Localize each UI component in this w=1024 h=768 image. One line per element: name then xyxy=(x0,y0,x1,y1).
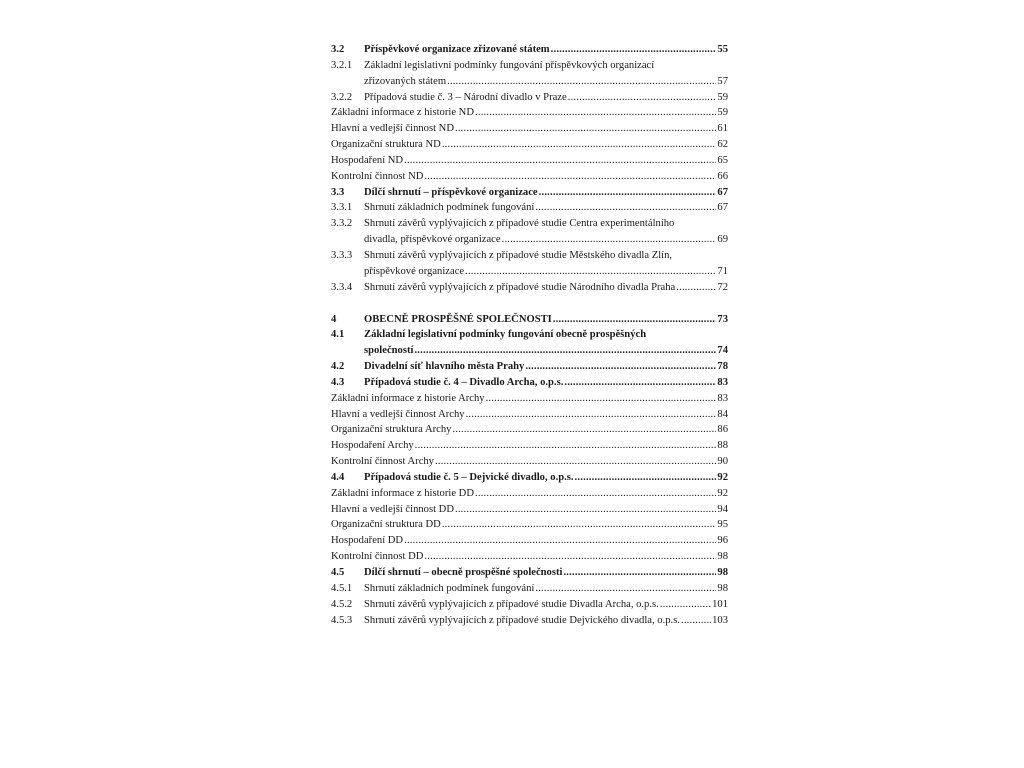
toc-entry-title: Shrnutí závěrů vyplývajících z případové studie Národního divadla Praha xyxy=(364,281,676,293)
toc-entry-page-number: 67 xyxy=(717,202,728,214)
toc-entry-page-number: 83 xyxy=(717,376,728,388)
toc-leader-dots xyxy=(502,232,717,248)
toc-entry-page-number: 73 xyxy=(717,313,728,325)
toc-entry-number: 4.5 xyxy=(331,567,345,578)
toc-leader-dots xyxy=(404,153,716,169)
toc-entry[interactable] xyxy=(331,613,728,629)
toc-entry-page-number: 65 xyxy=(717,154,728,166)
toc-entry-title: Hospodaření Archy xyxy=(331,440,414,452)
toc-entry[interactable] xyxy=(331,105,728,121)
toc-entry[interactable] xyxy=(331,359,728,375)
toc-entry-page-number: 88 xyxy=(717,440,728,452)
toc-entry-page-number: 98 xyxy=(717,551,728,563)
toc-entry-page-number: 74 xyxy=(717,345,728,357)
toc-entry[interactable] xyxy=(331,549,728,565)
toc-entry-title: Základní legislativní podmínky fungování obecně prospěšných xyxy=(364,329,647,341)
toc-entry-title: Organizační struktura ND xyxy=(331,139,441,151)
toc-leader-dots xyxy=(564,375,716,391)
toc-entry-page-number: 95 xyxy=(717,519,728,531)
toc-entry[interactable] xyxy=(331,486,728,502)
toc-entry-title: Organizační struktura Archy xyxy=(331,424,452,436)
toc-leader-dots xyxy=(475,105,716,121)
toc-leader-dots xyxy=(404,533,716,549)
toc-entry[interactable] xyxy=(331,517,728,533)
toc-entry-title: Hlavní a vedlejší činnost ND xyxy=(331,123,454,135)
toc-leader-dots xyxy=(452,422,716,438)
toc-leader-dots xyxy=(563,565,716,581)
toc-entry[interactable] xyxy=(331,280,728,296)
toc-entry-number: 4 xyxy=(331,313,337,325)
toc-entry-title: Dílčí shrnutí – obecně prospěšné společnosti xyxy=(364,567,563,578)
table-of-contents xyxy=(331,42,728,628)
toc-entry-number: 4.2 xyxy=(331,361,345,373)
toc-entry-page-number: 69 xyxy=(717,234,728,246)
toc-entry-title: OBECNĚ PROSPĚŠNÉ SPOLEČNOSTI xyxy=(364,313,552,325)
toc-entry-page-number: 98 xyxy=(717,567,728,578)
toc-entry-title: Shrnutí závěrů vyplývajících z případové studie Centra experimentálního xyxy=(364,218,675,230)
toc-leader-dots xyxy=(414,343,716,359)
toc-entry[interactable] xyxy=(331,232,728,248)
toc-entry-page-number: 98 xyxy=(717,582,728,594)
toc-entry[interactable] xyxy=(331,502,728,518)
toc-leader-dots xyxy=(535,200,716,216)
toc-entry-title: Hlavní a vedlejší činnost DD xyxy=(331,503,454,515)
toc-entry-title: divadla, příspěvkové organizace xyxy=(364,234,501,246)
toc-entry-page-number: 59 xyxy=(717,107,728,119)
toc-entry-page-number: 90 xyxy=(717,456,728,468)
toc-leader-dots xyxy=(660,597,711,613)
toc-entry-page-number: 78 xyxy=(717,361,728,373)
toc-leader-dots xyxy=(447,74,716,90)
toc-entry-title: Shrnutí závěrů vyplývajících z případové studie Městského divadla Zlín, xyxy=(364,249,673,261)
toc-entry-title: Divadelní síť hlavního města Prahy xyxy=(364,361,525,373)
toc-entry[interactable] xyxy=(331,407,728,423)
toc-leader-dots xyxy=(486,391,717,407)
toc-entry-title: Shrnutí základních podmínek fungování xyxy=(364,582,535,594)
toc-entry-page-number: 84 xyxy=(717,408,728,420)
toc-leader-dots xyxy=(455,121,716,137)
toc-leader-dots xyxy=(535,581,716,597)
toc-entry-page-number: 92 xyxy=(717,487,728,499)
toc-leader-dots xyxy=(424,549,716,565)
toc-entry[interactable] xyxy=(331,327,728,343)
toc-leader-dots xyxy=(466,407,717,423)
toc-entry-title: Základní informace z historie ND xyxy=(331,107,474,119)
toc-entry-title: Případová studie č. 5 – Dejvické divadlo, o.p.s. xyxy=(364,471,574,483)
toc-entry-page-number: 101 xyxy=(712,598,728,610)
toc-leader-dots xyxy=(442,137,717,153)
toc-entry-page-number: 96 xyxy=(717,535,728,547)
toc-entry[interactable] xyxy=(331,169,728,185)
toc-entry-title: Hospodaření ND xyxy=(331,154,404,166)
toc-entry-page-number: 103 xyxy=(712,614,728,626)
toc-entry[interactable] xyxy=(331,454,728,470)
toc-entry[interactable] xyxy=(331,391,728,407)
toc-entry-title: Shrnutí základních podmínek fungování xyxy=(364,202,535,214)
toc-leader-dots xyxy=(553,312,717,328)
toc-entry-number: 3.3.3 xyxy=(331,249,353,261)
toc-entry-title: Příspěvkové organizace zřizované státem xyxy=(364,44,550,55)
toc-entry[interactable] xyxy=(331,470,728,486)
toc-entry-page-number: 94 xyxy=(717,503,728,515)
toc-entry-number: 3.3.4 xyxy=(331,281,353,293)
toc-entry-title: Základní informace z historie Archy xyxy=(331,392,485,404)
toc-entry-number: 3.2.1 xyxy=(331,59,353,71)
toc-entry-page-number: 66 xyxy=(717,170,728,182)
toc-leader-dots xyxy=(415,438,717,454)
toc-entry[interactable] xyxy=(331,200,728,216)
toc-entry-page-number: 62 xyxy=(717,139,728,151)
toc-entry[interactable] xyxy=(331,153,728,169)
toc-entry-number: 3.3 xyxy=(331,186,345,198)
toc-leader-dots xyxy=(424,169,716,185)
toc-leader-dots xyxy=(455,502,716,518)
toc-entry-page-number: 57 xyxy=(717,75,728,87)
toc-entry-title: Hospodaření DD xyxy=(331,535,404,547)
toc-entry[interactable] xyxy=(331,248,728,264)
toc-leader-dots xyxy=(525,359,716,375)
toc-entry-title: Hlavní a vedlejší činnost Archy xyxy=(331,408,465,420)
toc-entry[interactable] xyxy=(331,264,728,280)
toc-entry-title: Základní informace z historie DD xyxy=(331,487,474,499)
toc-entry-page-number: 59 xyxy=(717,91,728,103)
toc-leader-dots xyxy=(465,264,716,280)
toc-entry-number: 3.3.1 xyxy=(331,202,353,214)
toc-entry-number: 4.5.1 xyxy=(331,582,353,594)
toc-entry[interactable] xyxy=(331,42,728,58)
toc-entry-title: Kontrolní činnost DD xyxy=(331,551,424,563)
toc-entry-number: 3.3.2 xyxy=(331,218,353,230)
toc-entry[interactable] xyxy=(331,597,728,613)
toc-entry[interactable] xyxy=(331,438,728,454)
toc-entry[interactable] xyxy=(331,312,728,328)
toc-entry[interactable] xyxy=(331,375,728,391)
toc-leader-dots xyxy=(575,470,717,486)
toc-leader-dots xyxy=(475,486,716,502)
toc-entry-title: Shrnutí závěrů vyplývajících z případové studie Divadla Archa, o.p.s. xyxy=(364,598,659,610)
toc-entry[interactable] xyxy=(331,74,728,90)
toc-entry[interactable] xyxy=(331,58,728,74)
toc-entry-number: 4.5.2 xyxy=(331,598,353,610)
toc-leader-dots xyxy=(435,454,716,470)
toc-entry-page-number: 92 xyxy=(717,471,728,483)
toc-entry[interactable] xyxy=(331,422,728,438)
toc-entry-title: společností xyxy=(364,345,414,357)
toc-entry-page-number: 83 xyxy=(717,392,728,404)
toc-entry-title: Případová studie č. 3 – Národní divadlo v Praze xyxy=(364,91,567,103)
toc-entry-title: Dílčí shrnutí – příspěvkové organizace xyxy=(364,186,538,198)
toc-entry-title: příspěvkové organizace xyxy=(364,265,465,277)
toc-leader-dots xyxy=(539,185,717,201)
toc-entry[interactable] xyxy=(331,90,728,106)
section-spacer xyxy=(331,296,728,312)
toc-entry-title: Základní legislativní podmínky fungování příspěvkových organizací xyxy=(364,59,655,71)
toc-entry[interactable] xyxy=(331,137,728,153)
toc-leader-dots xyxy=(551,42,717,58)
toc-entry[interactable] xyxy=(331,565,728,581)
toc-entry-number: 3.2 xyxy=(331,44,345,55)
toc-leader-dots xyxy=(681,613,711,629)
toc-leader-dots xyxy=(568,90,717,106)
toc-entry[interactable] xyxy=(331,185,728,201)
toc-entry[interactable] xyxy=(331,216,728,232)
toc-entry-page-number: 71 xyxy=(717,265,728,277)
toc-entry[interactable] xyxy=(331,343,728,359)
toc-entry-title: Shrnutí závěrů vyplývajících z případové studie Dejvického divadla, o.p.s. xyxy=(364,614,680,626)
toc-entry-title: Organizační struktura DD xyxy=(331,519,441,531)
toc-entry-page-number: 67 xyxy=(717,186,728,198)
toc-entry-page-number: 55 xyxy=(717,44,728,55)
toc-entry-title: zřizovaných státem xyxy=(364,75,447,87)
toc-entry-title: Případová studie č. 4 – Divadlo Archa, o.p.s. xyxy=(364,376,564,388)
toc-entry-number: 4.4 xyxy=(331,471,345,483)
toc-entry-page-number: 61 xyxy=(717,123,728,135)
toc-entry-number: 3.2.2 xyxy=(331,91,353,103)
toc-entry[interactable] xyxy=(331,533,728,549)
toc-entry-title: Kontrolní činnost Archy xyxy=(331,456,434,468)
toc-entry-page-number: 72 xyxy=(717,281,728,293)
toc-entry-number: 4.1 xyxy=(331,329,345,341)
toc-entry[interactable] xyxy=(331,121,728,137)
toc-entry-number: 4.3 xyxy=(331,376,345,388)
toc-entry[interactable] xyxy=(331,581,728,597)
toc-leader-dots xyxy=(442,517,717,533)
toc-entry-page-number: 86 xyxy=(717,424,728,436)
toc-entry-number: 4.5.3 xyxy=(331,614,353,626)
toc-entry-title: Kontrolní činnost ND xyxy=(331,170,424,182)
toc-leader-dots xyxy=(676,280,716,296)
